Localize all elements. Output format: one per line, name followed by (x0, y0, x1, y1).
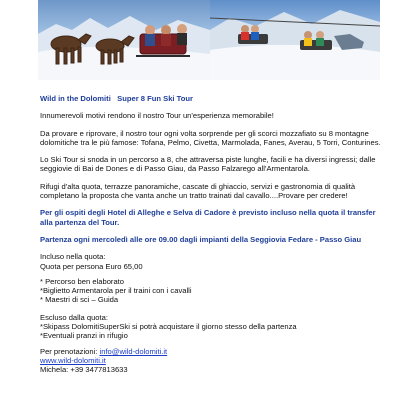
intro-paragraph: Innumerevoli motivi rendono il nostro Tour un'esperienza memorabile! (40, 111, 274, 121)
title-part-2: Super 8 Fun Ski Tour (117, 94, 193, 103)
included-item: * Maestri di sci – Guida (40, 295, 119, 305)
excluded-item: *Skipass DolomitiSuperSki si potrà acquistare il giorno stesso della partenza (40, 322, 297, 332)
included-heading: Incluso nella quota: (40, 252, 106, 262)
tour-description (40, 94, 385, 375)
contacts (40, 347, 385, 375)
horse-sleigh-photo (38, 0, 210, 80)
included-item: *Biglietto Armentarola per il traini con i cavalli (40, 286, 192, 296)
excluded-item: *Eventuali pranzi in rifugio (40, 331, 128, 341)
included-item: * Percorso ben elaborato (40, 276, 125, 286)
ski-lift-photo (210, 0, 380, 80)
website-link[interactable]: www.wild-dolomiti.it (40, 355, 106, 365)
header-photos (38, 0, 380, 80)
booking-line (40, 347, 385, 356)
departure-note: Partenza ogni mercoledì alle ore 09.00 dagli impianti della Seggiovia Fedare - Passo Giau (40, 234, 362, 244)
horse-sleigh-illustration (38, 0, 210, 80)
ski-lift-illustration (210, 0, 380, 80)
services-paragraph: Rifugi d'alta quota, terrazze panoramiche, cascate di ghiaccio, servizi e gastronomia di qualità completano la proposta che vanta anche un tratto trainati dal cavallo....Provare per credere! (40, 181, 356, 201)
email-link[interactable]: info@wild-dolomiti.it (99, 346, 168, 356)
tour-title (40, 94, 385, 103)
price-line: Quota per persona Euro 65,00 (40, 261, 143, 271)
route-paragraph: Lo Ski Tour si snoda in un percorso a 8, che attraversa piste lunghe, facili e ha diversi ingressi; dalle seggiovie di Bai de Dones e di Passo Giau, da Passo Falzarego all'Armentarola. (40, 155, 376, 174)
website-line (40, 356, 385, 365)
booking-label: Per prenotazioni: (40, 346, 100, 356)
hotels-note: Per gli ospiti degli Hotel di Alleghe e Selva di Cadore è previsto incluso nella quota il transfer alla partenza del Tour. (40, 208, 376, 227)
mountains-paragraph: Da provare e riprovare, il nostro tour ogni volta sorprende per gli scorci mozzafiato su 8 montagne dolomitiche tra le più famose: Tofana, Pelmo, Civetta, Marmolada, Fanes, Averau, 5 Torri, Conturines. (40, 128, 381, 147)
title-part-1: Wild in the Dolomiti (40, 94, 111, 103)
phone-line: Michela: +39 3477813633 (40, 365, 128, 375)
excluded-heading: Escluso dalla quota: (40, 312, 108, 322)
